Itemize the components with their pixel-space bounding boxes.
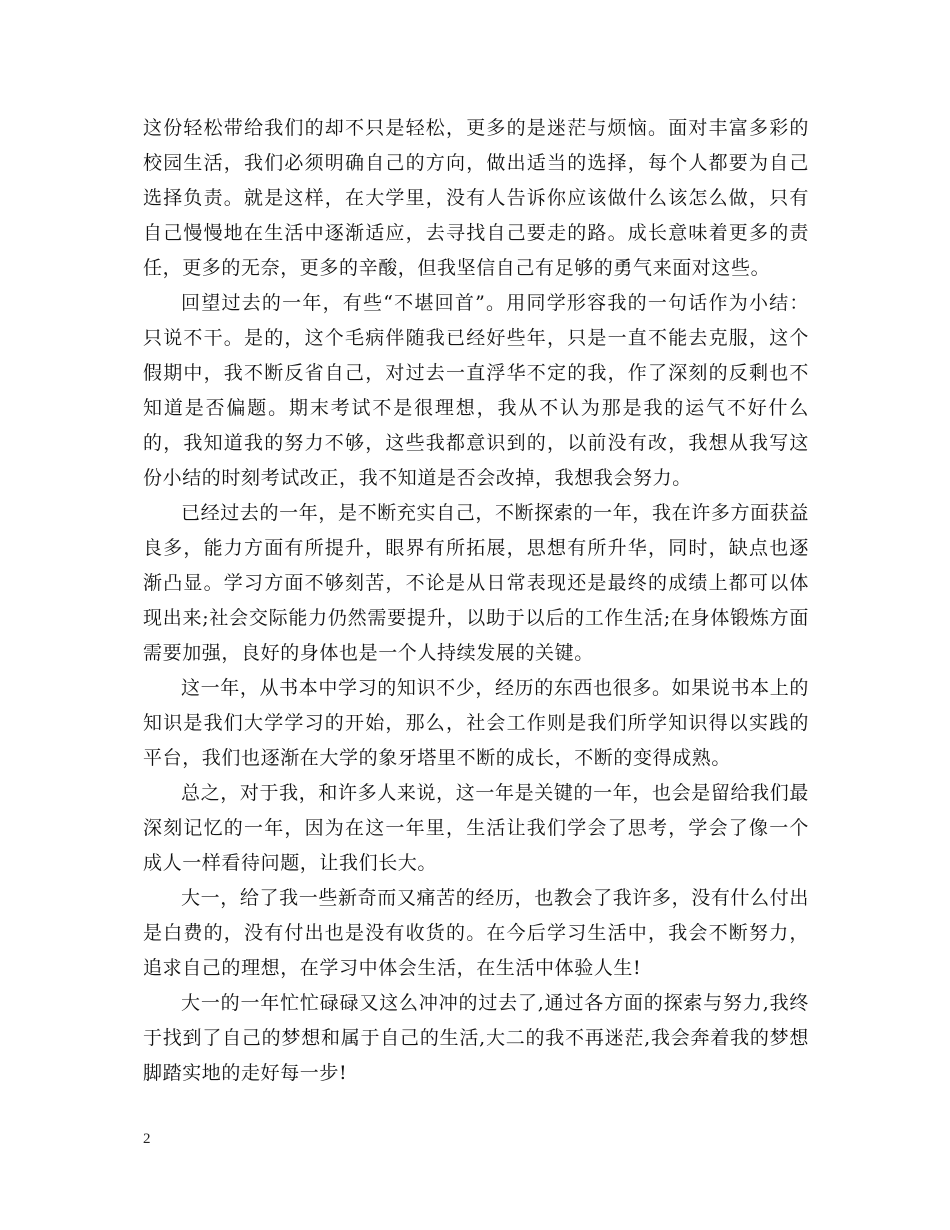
paragraph-6: 大一，给了我一些新奇而又痛苦的经历，也教会了我许多，没有什么付出是白费的，没有付出也是没有收货的。在今后学习生活中，我会不断努力，追求自己的理想，在学习中体会生活，在生活中体验人生! (143, 887, 809, 979)
paragraph-7: 大一的一年忙忙碌碌又这么冲冲的过去了,通过各方面的探索与努力,我终于找到了自己的梦想和属于自己的生活,大二的我不再迷茫,我会奔着我的梦想脚踏实地的走好每一步! (143, 992, 809, 1084)
paragraph-4: 这一年，从书本中学习的知识不少，经历的东西也很多。如果说书本上的知识是我们大学学习的开始，那么，社会工作则是我们所学知识得以实践的平台，我们也逐渐在大学的象牙塔里不断的成长，不断的变得成熟。 (143, 677, 809, 769)
paragraph-5: 总之，对于我，和许多人来说，这一年是关键的一年，也会是留给我们最深刻记忆的一年，因为在这一年里，生活让我们学会了思考，学会了像一个成人一样看待问题，让我们长大。 (143, 782, 809, 874)
paragraph-3: 已经过去的一年，是不断充实自己，不断探索的一年，我在许多方面获益良多，能力方面有所提升，眼界有所拓展，思想有所升华，同时，缺点也逐渐凸显。学习方面不够刻苦，不论是从日常表现还是最终的成绩上都可以体现出来;社会交际能力仍然需要提升，以助于以后的工作生活;在身体锻炼方面需要加强，良好的身体也是一个人持续发展的关键。 (143, 502, 809, 664)
document-body (143, 111, 809, 1091)
paragraph-1: 这份轻松带给我们的却不只是轻松，更多的是迷茫与烦恼。面对丰富多彩的校园生活，我们必须明确自己的方向，做出适当的选择，每个人都要为自己选择负责。就是这样，在大学里，没有人告诉你应该做什么该怎么做，只有自己慢慢地在生活中逐渐适应，去寻找自己要走的路。成长意味着更多的责任，更多的无奈，更多的辛酸，但我坚信自己有足够的勇气来面对这些。 (143, 117, 809, 279)
paragraph-2: 回望过去的一年，有些“不堪回首”。用同学形容我的一句话作为小结：只说不干。是的，这个毛病伴随我已经好些年，只是一直不能去克服，这个假期中，我不断反省自己，对过去一直浮华不定的我，作了深刻的反剩也不知道是否偏题。期末考试不是很理想，我从不认为那是我的运气不好什么的，我知道我的努力不够，这些我都意识到的，以前没有改，我想从我写这份小结的时刻考试改正，我不知道是否会改掉，我想我会努力。 (143, 292, 809, 489)
page-number: 2 (143, 1131, 151, 1147)
